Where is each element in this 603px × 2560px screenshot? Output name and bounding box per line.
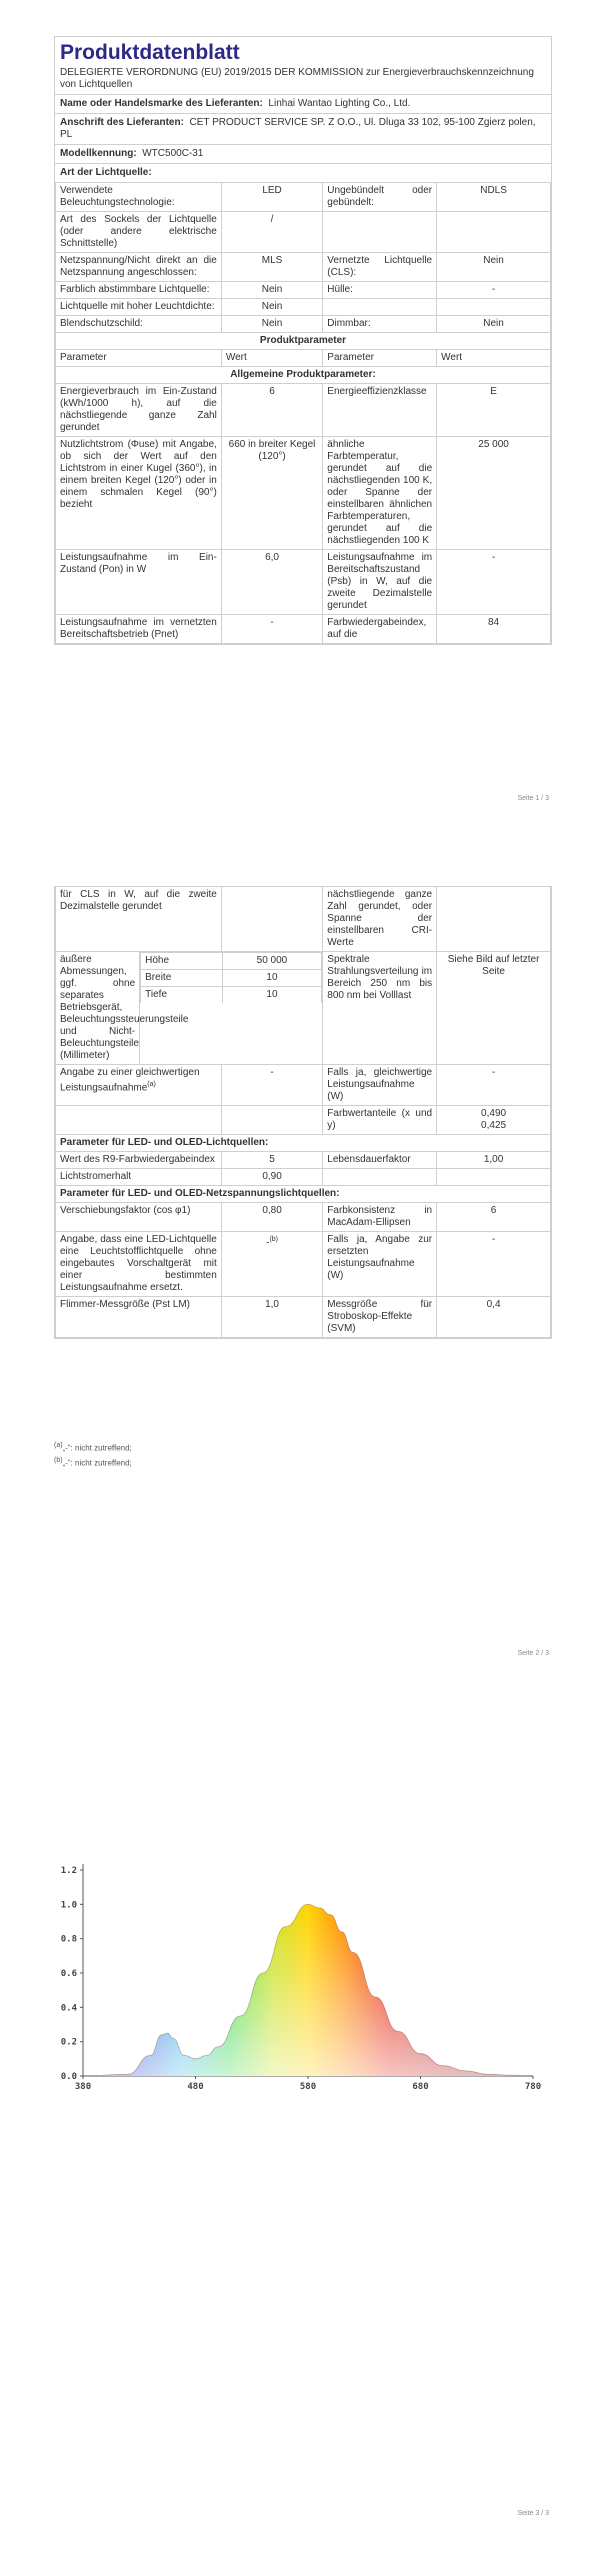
dimension-name: Höhe [141,953,223,970]
cell-label: Flimmer-Messgröße (Pst LM) [56,1297,222,1338]
cell-value [221,1232,322,1297]
cell-value: 25 000 [437,437,551,550]
cell-value: 6,0 [221,550,322,615]
footnote-text: „-“: nicht zutreffend; [62,1443,132,1453]
cell-label: Farbwiedergabeindex, auf die [323,615,437,644]
cell-empty [221,887,322,952]
cell-label: Leistungsaufnahme im Ein-Zustand (Pon) in W [56,550,222,615]
cell-label: Dimmbar: [323,316,437,333]
column-header: Parameter [323,350,437,367]
cell-value: MLS [221,253,322,282]
x-tick-label: 580 [299,2082,317,2092]
table-row [56,1065,551,1106]
address-value: CET PRODUCT SERVICE SP. Z O.O., Ul. Dluga 33 102, 95-100 Zgierz polen, PL [60,117,536,140]
supplier-label: Name oder Handelsmarke des Lieferanten: [60,98,263,109]
section-heading: Parameter für LED- und OLED-Lichtquellen: [56,1135,551,1152]
page-1 [0,0,603,860]
page-3 [0,1680,603,2560]
cell-label: Farblich abstimmbare Lichtquelle: [56,282,222,299]
footnote-a [54,1440,132,1455]
page-2 [0,860,603,1680]
table-row [56,550,551,615]
y-tick-label: 1.0 [60,1900,77,1911]
address-label: Anschrift des Lieferanten: [60,117,184,128]
cell-value: - [221,615,322,644]
y-tick-label: 0.2 [60,2037,77,2048]
dimension-name: Tiefe [141,987,223,1004]
cell-empty [437,299,551,316]
spectrum-chart [0,1850,603,2110]
cell-value: 0,80 [221,1203,322,1232]
cell-value: Nein [221,316,322,333]
cell-empty [437,887,551,952]
table-row [141,953,322,970]
page-number: Seite 3 / 3 [517,2510,549,2517]
y-tick-label: 0.4 [60,2003,77,2014]
cell-label: Ungebündelt oder gebündelt: [323,183,437,212]
cell-value: 0,90 [221,1169,322,1186]
table-row [56,1203,551,1232]
cell-label: Leistungsaufnahme im vernetzten Bereitschaftsbetrieb (Pnet) [56,615,222,644]
cell-label: Lichtstromerhalt [56,1169,222,1186]
table-row [56,299,551,316]
cell-label: Spektrale Strahlungsverteilung im Bereich 250 nm bis 800 nm bei Volllast [323,952,437,1065]
cell-value: Nein [221,282,322,299]
datasheet-page-1 [54,36,552,645]
table-row [56,183,551,212]
table-row [56,333,551,350]
cell-value: - [221,1065,322,1106]
column-header: Wert [221,350,322,367]
table-row [56,1135,551,1152]
table-row [56,212,551,253]
table-row [56,1186,551,1203]
cell-label: Hülle: [323,282,437,299]
cell-empty [323,212,437,253]
table-row [56,1297,551,1338]
y-tick-label: 0.8 [60,1934,77,1945]
cell-empty [437,1169,551,1186]
table-row [56,282,551,299]
cell-empty [437,212,551,253]
dimension-value: 50 000 [222,953,322,970]
cell-empty [323,1169,437,1186]
page-number: Seite 1 / 3 [517,795,549,802]
cell-value: 84 [437,615,551,644]
cell-label [56,1065,222,1106]
cell-label: Falls ja, gleichwertige Leistungsaufnahme (W) [323,1065,437,1106]
dimension-name: Breite [141,970,223,987]
cell-value: / [221,212,322,253]
datasheet-page-2 [54,886,552,1339]
cell-label: Lichtquelle mit hoher Leuchtdichte: [56,299,222,316]
cell-label: für CLS in W, auf die zweite Dezimalstelle gerundet [56,887,222,952]
address-row [55,113,551,144]
footnotes [54,1440,132,1469]
footnote-mark: (a) [147,1081,156,1088]
cell-value: NDLS [437,183,551,212]
chromaticity-x: 0,490 [481,1108,507,1119]
table-row [56,384,551,437]
cell-value: 660 in breiter Kegel (120°) [221,437,322,550]
cell-label: Blendschutzschild: [56,316,222,333]
section-heading: Allgemeine Produktparameter: [56,367,551,384]
footnote-mark: (b) [269,1236,278,1243]
model-row [55,144,551,163]
cell-label: Wert des R9-Farbwiedergabeindex [56,1152,222,1169]
cell-value: 0,4 [437,1297,551,1338]
table-row [56,253,551,282]
x-tick-label: 380 [74,2082,92,2092]
cell-empty [221,1106,322,1135]
cell-label: Vernetzte Lichtquelle (CLS): [323,253,437,282]
column-header: Wert [437,350,551,367]
footnote-b [54,1455,132,1470]
cell-label: Netzspannung/Nicht direkt an die Netzspannung angeschlossen: [56,253,222,282]
footnote-mark: (a) [54,1442,63,1449]
table-row [56,437,551,550]
table-row [141,987,322,1004]
table-row [56,952,551,1065]
dimension-value: 10 [222,970,322,987]
cell-label: Energieeffizienzklasse [323,384,437,437]
cell-value: Nein [437,316,551,333]
cell-value: 1,0 [221,1297,322,1338]
parameters-table-continued [55,886,551,1338]
equivalent-label: Angabe zu einer gleichwertigen Leistungsaufnahme [60,1067,200,1094]
cell-value: Nein [221,299,322,316]
cell-label: Angabe, dass eine LED-Lichtquelle eine Leuchtstofflichtquelle ohne eingebautes Vorschaltgerät mit einer bestimmten Leistungsaufnahme ersetzt. [56,1232,222,1297]
dimensions-table [140,952,322,1003]
dimension-value: 10 [222,987,322,1004]
cell-value: Siehe Bild auf letzter Seite [437,952,551,1065]
cell-value: - [437,1065,551,1106]
supplier-row [55,94,551,113]
table-row [56,350,551,367]
table-row [56,367,551,384]
cell-label: Energieverbrauch im Ein-Zustand (kWh/1000 h), auf die nächstliegende ganze Zahl gerundet [56,384,222,437]
column-header: Parameter [56,350,222,367]
dimensions-cell [140,952,323,1065]
model-value: WTC500C-31 [142,148,204,159]
chromaticity-y: 0,425 [481,1120,507,1131]
spectrum-area-fade [83,1904,533,2076]
cell-value: Nein [437,253,551,282]
supplier-value: Linhai Wantao Lighting Co., Ltd. [268,98,411,109]
page-number: Seite 2 / 3 [517,1650,549,1657]
cell-value [437,1106,551,1135]
table-row [56,1169,551,1186]
cell-value: - [437,550,551,615]
table-row [56,615,551,644]
cell-label: Messgröße für Stroboskop-Effekte (SVM) [323,1297,437,1338]
cell-label: Nutzlichtstrom (Φuse) mit Angabe, ob sich der Wert auf den Lichtstrom in einer Kugel (360°), in einem breiten Kegel (120°) oder in einem schmalen Kegel (90°) bezieht [56,437,222,550]
section-heading: Parameter für LED- und OLED-Netzspannungslichtquellen: [56,1186,551,1203]
cell-value: 6 [437,1203,551,1232]
cell-value: 6 [221,384,322,437]
cell-value: 1,00 [437,1152,551,1169]
model-label: Modellkennung: [60,148,137,159]
table-row [56,1232,551,1297]
cell-value: - [437,282,551,299]
footnote-text: „-“: nicht zutreffend; [62,1458,132,1468]
cell-label: ähnliche Farbtemperatur, gerundet auf die nächstliegenden 100 K, oder Spanne der einstellbaren ähnlichen Farbtemperaturen, gerundet auf die nächstliegenden 100 K [323,437,437,550]
table-row [56,316,551,333]
regulation-subtitle: DELEGIERTE VERORDNUNG (EU) 2019/2015 DER KOMMISSION zur Energieverbrauchskennzeichnung von Lichtquellen [60,67,534,90]
cell-label: Verschiebungsfaktor (cos φ1) [56,1203,222,1232]
footnote-mark: (b) [54,1456,63,1464]
cell-value: 5 [221,1152,322,1169]
y-tick-label: 1.2 [60,1866,77,1876]
cell-value: - [437,1232,551,1297]
x-tick-label: 780 [524,2082,542,2092]
cell-empty [323,299,437,316]
cell-value: LED [221,183,322,212]
table-row [56,1106,551,1135]
lightsource-table [55,182,551,644]
table-row [56,1152,551,1169]
table-row [56,887,551,952]
cell-label: nächstliegende ganze Zahl gerundet, oder Spanne der einstellbaren CRI-Werte [323,887,437,952]
cell-label: Falls ja, Angabe zur ersetzten Leistungsaufnahme (W) [323,1232,437,1297]
cell-value: E [437,384,551,437]
cell-label: Lebensdauerfaktor [323,1152,437,1169]
cell-label: Art des Sockels der Lichtquelle (oder andere elektrische Schnittstelle) [56,212,222,253]
chart-root [61,1864,541,2092]
cell-label: Farbkonsistenz in MacAdam-Ellipsen [323,1203,437,1232]
cell-label: Leistungsaufnahme im Bereitschaftszustand (Psb) in W, auf die zweite Dezimalstelle gerundet [323,550,437,615]
replacement-value: - [266,1237,270,1249]
section-heading: Produktparameter [56,333,551,350]
cell-label: Farbwertanteile (x und y) [323,1106,437,1135]
cell-label: Verwendete Beleuchtungstechnologie: [56,183,222,212]
page-title: Produktdatenblatt [60,41,240,64]
cell-label: äußere Abmessungen, ggf. ohne separates Betriebsgerät, Beleuchtungssteuerungsteile und Nicht-Beleuchtungsteile (Millimeter) [56,952,140,1065]
cell-empty [56,1106,222,1135]
x-tick-label: 480 [187,2082,204,2092]
x-tick-label: 680 [412,2082,429,2092]
lightsource-heading: Art der Lichtquelle: [55,163,551,182]
y-tick-label: 0.6 [60,1969,77,1979]
y-tick-label: 0.0 [60,2072,77,2082]
table-row [141,970,322,987]
